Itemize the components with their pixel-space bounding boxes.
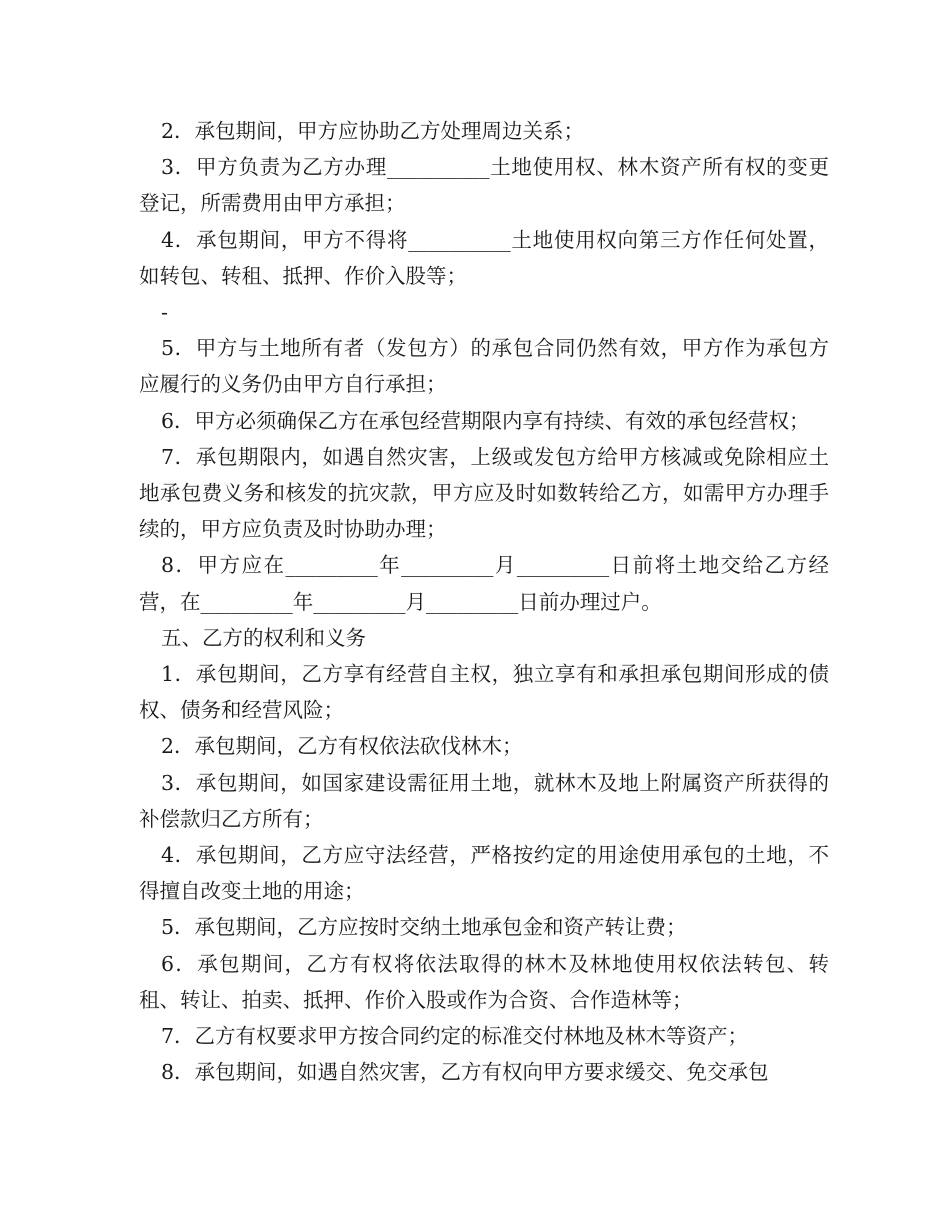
paragraph-a4: 4．承包期间，甲方不得将__________土地使用权向第三方作任何处置，如转包、转租、抵押、作价入股等；: [139, 227, 829, 288]
section-heading: 五、乙方的权利和义务: [161, 625, 366, 650]
paragraph-b3: 3．承包期间，如国家建设需征用土地，就林木及地上附属资产所获得的补偿款归乙方所有；: [139, 770, 829, 831]
paragraph-a6: 6．甲方必须确保乙方在承包经营期限内享有持续、有效的承包经营权；: [161, 408, 810, 433]
stray-mark: [139, 294, 829, 330]
document-body: [139, 113, 829, 1090]
paragraph-a7: 7．承包期限内，如遇自然灾害，上级或发包方给甲方核减或免除相应土地承包费义务和核发的抗灾款，甲方应及时如数转给乙方，如需甲方办理手续的，甲方应负责及时协助办理；: [139, 444, 829, 542]
paragraph-a3: 3．甲方负责为乙方办理__________土地使用权、林木资产所有权的变更登记，所需费用由甲方承担；: [139, 155, 829, 216]
paragraph-a2: 2．承包期间，甲方应协助乙方处理周边关系；: [161, 119, 585, 143]
stray-dash: -: [161, 300, 168, 325]
paragraph-b6: 6．承包期间，乙方有权将依法取得的林木及林地使用权依法转包、转租、转让、拍卖、抵押、作价入股或作为合资、合作造林等；: [139, 951, 829, 1012]
paragraph-a5: 5．甲方与土地所有者（发包方）的承包合同仍然有效，甲方作为承包方应履行的义务仍由甲方自行承担；: [139, 336, 829, 397]
paragraph-b8: 8．承包期间，如遇自然灾害，乙方有权向甲方要求缓交、免交承包: [161, 1060, 769, 1085]
paragraph-b1: 1．承包期间，乙方享有经营自主权，独立享有和承担承包期间形成的债权、债务和经营风险；: [139, 662, 829, 723]
paragraph-b4: 4．承包期间，乙方应守法经营，严格按约定的用途使用承包的土地，不得擅自改变土地的用途；: [139, 843, 829, 904]
paragraph-a8: 8．甲方应在_________年_________月_________日前将土地交给乙方经营，在_________年_________月_________日前办理过户。: [139, 553, 829, 614]
paragraph-b7: 7．乙方有权要求甲方按合同约定的标准交付林地及林木等资产；: [161, 1024, 749, 1049]
paragraph-b2: 2．承包期间，乙方有权依法砍伐林木；: [161, 734, 523, 759]
paragraph-b5: 5．承包期间，乙方应按时交纳土地承包金和资产转让费；: [161, 915, 687, 940]
